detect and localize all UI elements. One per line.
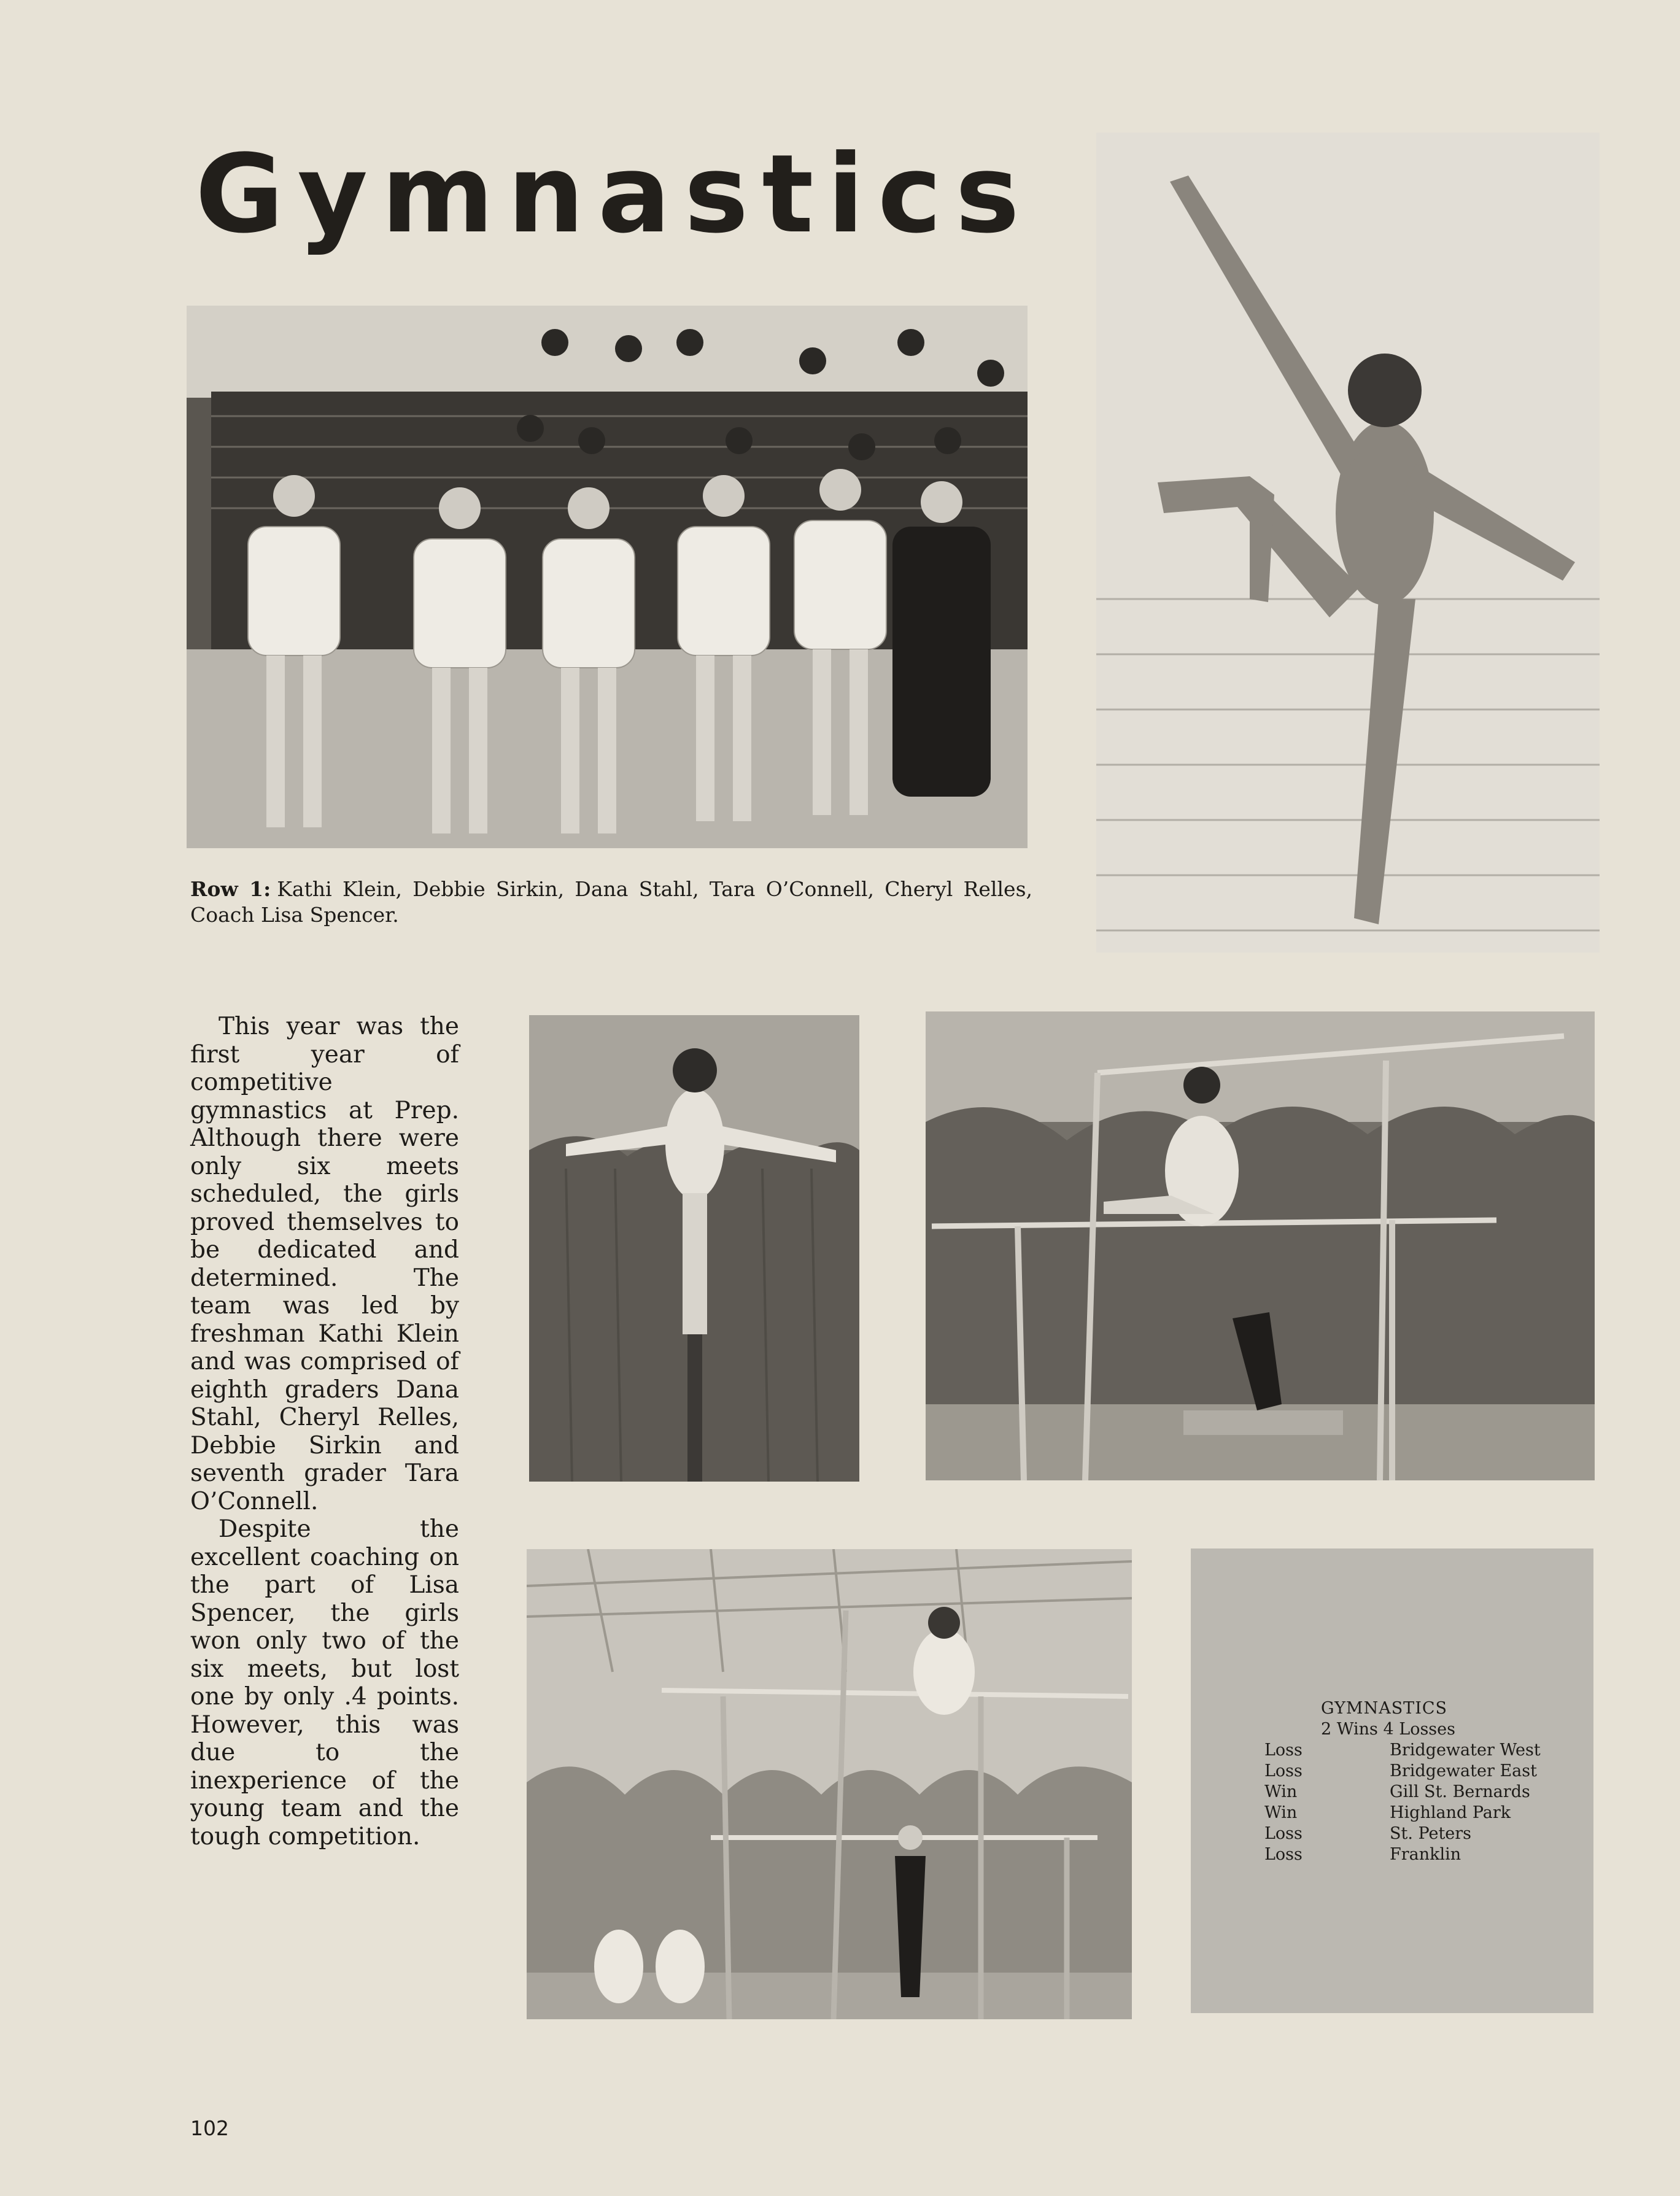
results-record: 2 Wins 4 Losses bbox=[1321, 1720, 1455, 1739]
page-title: Gymnastics bbox=[195, 131, 1033, 257]
result-outcome: Loss bbox=[1264, 1761, 1303, 1780]
floor-pose-photo bbox=[1096, 133, 1600, 953]
article-paragraph: This year was the first year of competitive gymnastics at Prep. Although there were only six meets scheduled, the girls proved themselves to be dedicated and determined. The team was led by freshman Kathi Klein and was comprised of eighth graders Dana Stahl, Cheryl Relles, Debbie Sirkin and seventh grader Tara O’Connell. bbox=[190, 1013, 459, 1515]
balance-beam-photo bbox=[529, 1015, 859, 1482]
page-number: 102 bbox=[190, 2116, 229, 2140]
caption-label: Row 1: bbox=[190, 877, 271, 901]
caption-text: Kathi Klein, Debbie Sirkin, Dana Stahl, Tara O’Connell, Cheryl Relles, Coach Lisa Spencer. bbox=[190, 877, 1032, 927]
article-paragraph: Despite the excellent coaching on the part of Lisa Spencer, the girls won only two of the six meets, but lost one by only .4 points. However, this was due to the inexperience of the young team and the tough competition. bbox=[190, 1515, 459, 1850]
team-photo bbox=[187, 306, 1028, 848]
result-row bbox=[1264, 1782, 1559, 1803]
results-table bbox=[1264, 1698, 1559, 1865]
result-outcome: Win bbox=[1264, 1803, 1298, 1822]
result-opponent: St. Peters bbox=[1390, 1824, 1472, 1843]
results-title: GYMNASTICS bbox=[1321, 1699, 1448, 1718]
result-opponent: Gill St. Bernards bbox=[1390, 1782, 1530, 1801]
result-outcome: Win bbox=[1264, 1782, 1298, 1801]
result-row bbox=[1264, 1761, 1559, 1782]
result-row bbox=[1264, 1823, 1559, 1844]
article-body bbox=[190, 1013, 459, 1850]
result-opponent: Franklin bbox=[1390, 1845, 1461, 1864]
results-box bbox=[1191, 1548, 1593, 2013]
team-photo-caption bbox=[190, 876, 1032, 928]
result-row bbox=[1264, 1803, 1559, 1823]
uneven-bars-wide-photo bbox=[527, 1549, 1132, 2019]
result-outcome: Loss bbox=[1264, 1824, 1303, 1843]
uneven-bars-photo bbox=[926, 1011, 1595, 1480]
result-opponent: Highland Park bbox=[1390, 1803, 1511, 1822]
result-opponent: Bridgewater West bbox=[1390, 1741, 1541, 1760]
result-opponent: Bridgewater East bbox=[1390, 1761, 1537, 1780]
result-row bbox=[1264, 1740, 1559, 1761]
result-outcome: Loss bbox=[1264, 1845, 1303, 1864]
result-row bbox=[1264, 1844, 1559, 1865]
result-outcome: Loss bbox=[1264, 1741, 1303, 1760]
